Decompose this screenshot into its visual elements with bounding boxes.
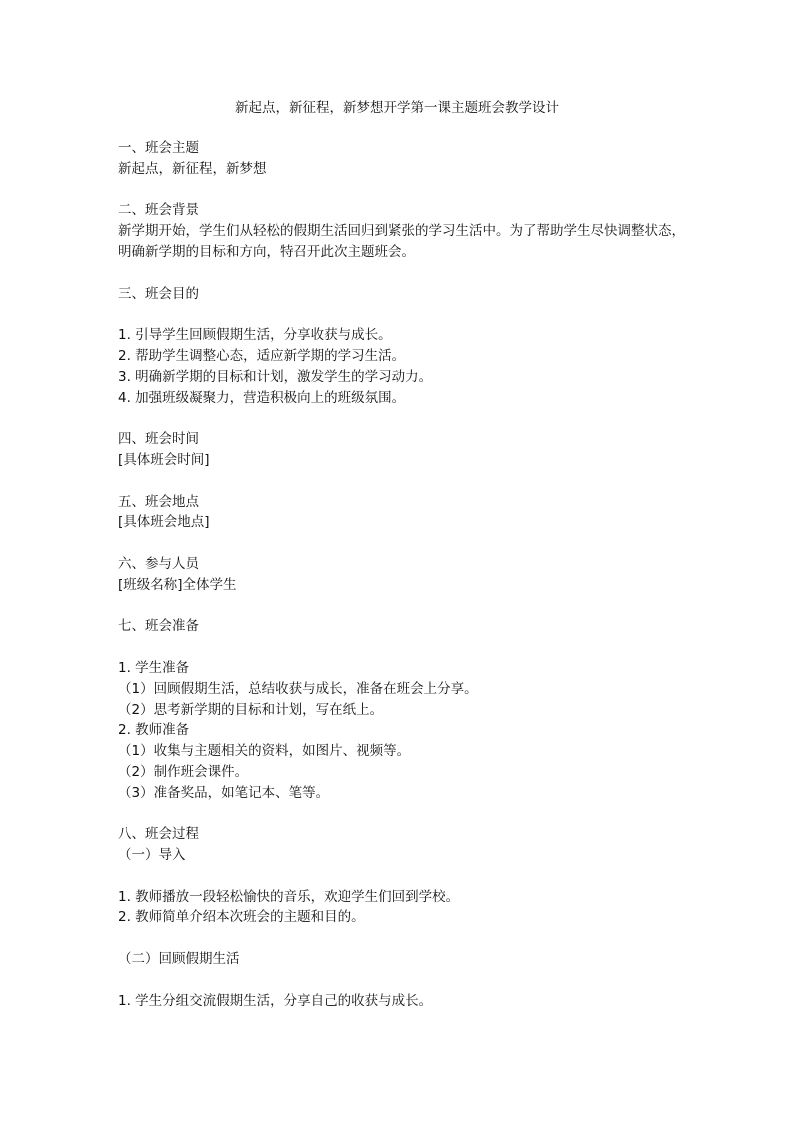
subsection-title-student: 1. 学生准备	[118, 659, 190, 676]
subsection-title-teacher: 2. 教师准备	[118, 722, 190, 739]
section-heading-background: 二、班会背景	[118, 202, 199, 219]
document-title: 新起点，新征程，新梦想开学第一课主题班会教学设计	[235, 100, 559, 116]
list-item: （2）思考新学期的目标和计划，写在纸上。	[118, 701, 384, 718]
list-item: 1. 学生分组交流假期生活，分享自己的收获与成长。	[118, 992, 433, 1009]
section-heading-place: 五、班会地点	[118, 493, 199, 510]
list-item: 1. 引导学生回顾假期生活，分享收获与成长。	[118, 327, 392, 344]
section-text-place: [具体班会地点]	[118, 514, 210, 531]
section-heading-participants: 六、参与人员	[118, 555, 199, 572]
section-text-background: 新学期开始，学生们从轻松的假期生活回归到紧张的学习生活中。为了帮助学生尽快调整状态，明确新学期的目标和方向，特召开此次主题班会。	[118, 223, 685, 260]
list-item: （3）准备奖品，如笔记本、笔等。	[118, 784, 330, 801]
list-item: 3. 明确新学期的目标和计划，激发学生的学习动力。	[118, 368, 433, 385]
subsection-title-review: （二）回顾假期生活	[118, 951, 240, 968]
list-item: 2. 帮助学生调整心态，适应新学期的学习生活。	[118, 347, 406, 364]
list-item: 4. 加强班级凝聚力，营造积极向上的班级氛围。	[118, 389, 406, 406]
section-heading-theme: 一、班会主题	[118, 140, 199, 156]
section-heading-time: 四、班会时间	[118, 431, 199, 448]
section-heading-preparation: 七、班会准备	[118, 618, 199, 635]
list-item: 1. 教师播放一段轻松愉快的音乐，欢迎学生们回到学校。	[118, 888, 460, 905]
section-text-theme: 新起点，新征程，新梦想	[118, 160, 267, 177]
section-text-participants: [班级名称]全体学生	[118, 576, 237, 593]
document-body	[118, 138, 688, 1011]
list-item: 2. 教师简单介绍本次班会的主题和目的。	[118, 909, 365, 926]
section-heading-goals: 三、班会目的	[118, 285, 199, 302]
section-text-time: [具体班会时间]	[118, 451, 210, 468]
subsection-title-intro: （一）导入	[118, 847, 186, 864]
section-heading-process: 八、班会过程	[118, 826, 199, 843]
list-item: （2）制作班会课件。	[118, 763, 249, 780]
list-item: （1）收集与主题相关的资料，如图片、视频等。	[118, 743, 411, 760]
list-item: （1）回顾假期生活，总结收获与成长，准备在班会上分享。	[118, 680, 478, 697]
